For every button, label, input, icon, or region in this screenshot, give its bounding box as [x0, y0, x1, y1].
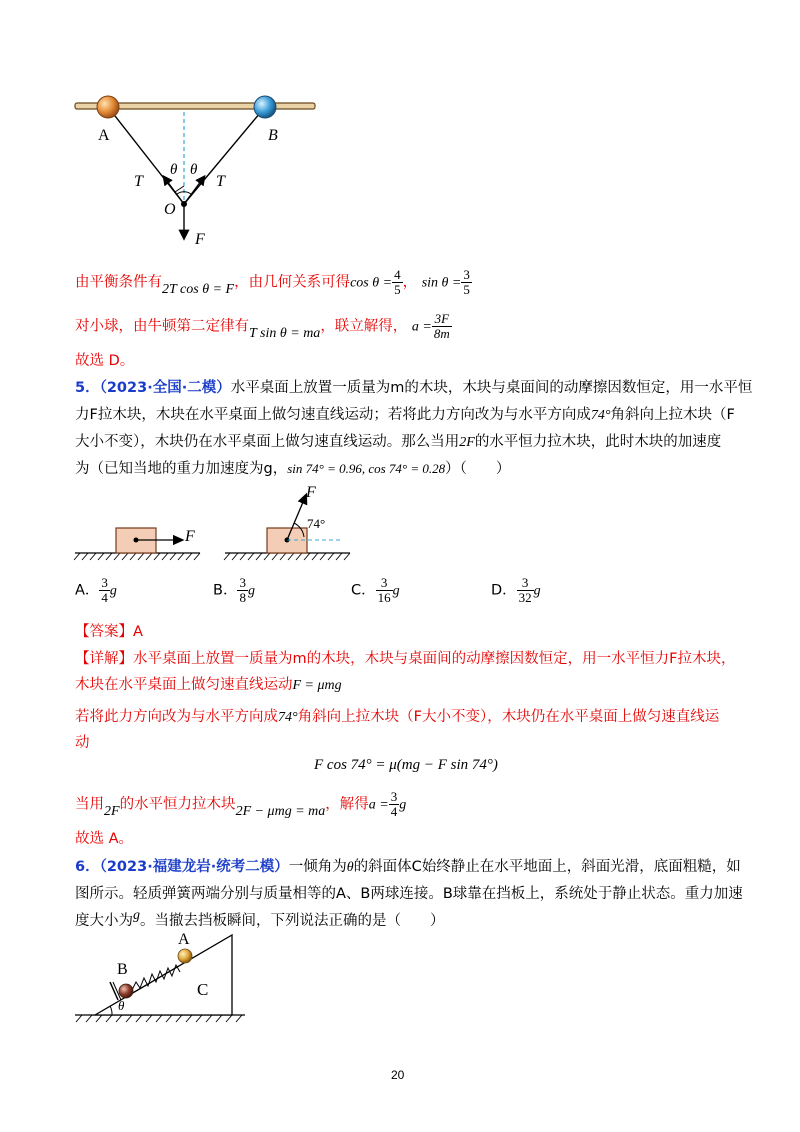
label-theta-right: θ [190, 162, 198, 178]
label-T-left: T [134, 173, 143, 190]
answer5-detail-line6: 当用2F的水平恒力拉木块2F − μmg = ma，解得a = $\frac{3}{4}$ g [75, 789, 407, 819]
label-B-incline: B [117, 961, 128, 978]
ball-B [254, 96, 276, 118]
question5-line3: 大小不变），木块仍在水平桌面上做匀速直线运动。那么当用2F的水平恒力拉木块，此时木块的加速度 [75, 434, 722, 450]
label-C-incline: C [197, 980, 209, 999]
answer5-equation: F cos 74° = μ(mg − F sin 74°) [314, 757, 498, 773]
label-A: A [98, 127, 110, 144]
solution4-line2: 对小球，由牛顿第二定律有T sin θ = ma，联立解得， a = $\frac{3F}{8m}$ [75, 311, 450, 341]
ball-A [97, 96, 119, 118]
question5-line1: 5．（2023·全国·二模）水平桌面上放置一质量为m的木块，木块与桌面间的动摩擦因数恒定，用一水平恒 [75, 380, 753, 396]
question6-line2: 图所示。轻质弹簧两端分别与质量相等的A、B两球连接。B球靠在挡板上，系统处于静止状态。重力加速 [75, 886, 743, 902]
answer5-detail-line1: 【详解】水平桌面上放置一质量为m的木块，木块与桌面间的动摩擦因数恒定，用一水平恒力F拉木块， [75, 651, 736, 667]
question6-line3: 度大小为g。当撤去挡板瞬间，下列说法正确的是（ ） [75, 908, 445, 929]
label-T-right: T [216, 173, 225, 190]
incline-figure [70, 930, 250, 1030]
tension-arrow-left [164, 177, 184, 204]
option-B[interactable]: B． $\frac{3}{8}$ g [213, 575, 255, 605]
label-B: B [268, 127, 278, 144]
label-theta-incline: θ [118, 998, 125, 1013]
answer5-detail-line3: 若将此力方向改为与水平方向成74°角斜向上拉木块（F大小不变），木块仍在水平桌面上做匀速直线运 [75, 709, 720, 725]
label-O: O [164, 201, 176, 218]
label-theta-left: θ [170, 162, 178, 178]
label-F-left: F [185, 528, 195, 545]
tension-arrow-right [184, 177, 204, 204]
option-C[interactable]: C． $\frac{3}{16}$ g [351, 575, 400, 605]
label-A-incline: A [178, 931, 190, 948]
page-number: 20 [391, 1068, 405, 1082]
ball-B-incline [119, 984, 133, 998]
label-F-right: F [306, 484, 316, 501]
option-D[interactable]: D． $\frac{3}{32}$ g [491, 575, 541, 605]
question5-line4: 为（已知当地的重力加速度为g，sin 74° = 0.96, cos 74° = 0.28）（ ） [75, 461, 511, 477]
answer5-detail-line4: 动 [75, 735, 90, 751]
answer5-detail-line2: 木块在水平桌面上做匀速直线运动F = μmg [75, 677, 342, 693]
solution4-line1: 由平衡条件有2T cos θ = F，由几何关系可得cos θ = $\frac{4}{5}$ ， sin θ = $\frac{3}{5}$ [75, 267, 470, 297]
answer5-conclusion: 故选 A。 [75, 831, 134, 847]
question5-line2: 力F拉木块，木块在水平桌面上做匀速直线运动；若将此力方向改为与水平方向成74°角斜向上拉木块（F [75, 407, 735, 423]
point-O [181, 201, 187, 207]
label-74-degree: 74° [307, 516, 326, 531]
answer5-label: 【答案】A [75, 624, 143, 640]
ball-A-incline [178, 949, 192, 963]
solution4-conclusion: 故选 D。 [75, 353, 135, 369]
question6-line1: 6．（2023·福建龙岩·统考二模）一倾角为θ的斜面体C始终静止在水平地面上，斜面光滑，底面粗糙，如 [75, 859, 741, 875]
incline-C [95, 935, 232, 1015]
option-A[interactable]: A． $\frac{3}{4}$ g [75, 575, 117, 605]
label-F: F [195, 231, 205, 248]
